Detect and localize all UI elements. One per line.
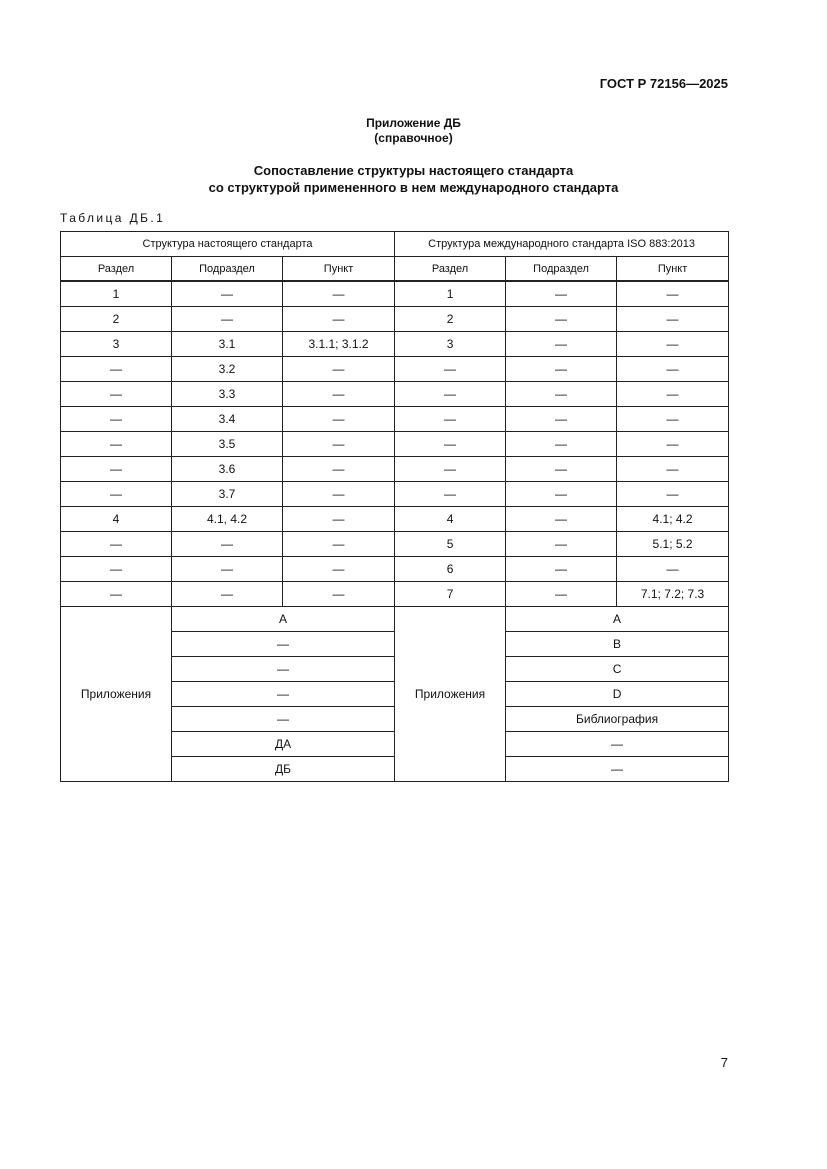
appendix-kind: (справочное) <box>374 131 453 145</box>
column-header: Подраздел <box>172 257 283 281</box>
table-cell: — <box>617 357 729 382</box>
appendix-national: — <box>172 707 395 732</box>
page-number: 7 <box>720 1055 728 1070</box>
table-cell: — <box>506 307 617 332</box>
table-cell: 3.3 <box>172 382 283 407</box>
table-group-header-row <box>61 232 729 257</box>
table-cell: — <box>283 507 395 532</box>
table-cell: — <box>172 557 283 582</box>
table-cell: — <box>61 357 172 382</box>
appendix-national: — <box>172 657 395 682</box>
table-cell: 3.7 <box>172 482 283 507</box>
table-cell: — <box>395 382 506 407</box>
table-cell: — <box>61 482 172 507</box>
table-cell: — <box>617 457 729 482</box>
table-cell: — <box>506 482 617 507</box>
table-cell: — <box>61 407 172 432</box>
table-cell: 1 <box>395 282 506 307</box>
table-cell: — <box>283 382 395 407</box>
table-cell: — <box>283 432 395 457</box>
table-cell: — <box>506 457 617 482</box>
appendices-label-international: Приложения <box>395 607 506 782</box>
table-cell: — <box>172 282 283 307</box>
table-cell: — <box>395 457 506 482</box>
table-cell: — <box>506 582 617 607</box>
table-cell: — <box>506 432 617 457</box>
table-cell: 5.1; 5.2 <box>617 532 729 557</box>
appendix-heading <box>0 116 827 146</box>
column-header: Пункт <box>283 257 395 281</box>
table-row <box>61 507 729 532</box>
table-cell: — <box>617 307 729 332</box>
appendix-international: — <box>506 732 729 757</box>
appendices-label-national: Приложения <box>61 607 172 782</box>
table-cell: — <box>617 432 729 457</box>
appendix-international: В <box>506 632 729 657</box>
table-row <box>61 382 729 407</box>
table-cell: 3.1.1; 3.1.2 <box>283 332 395 357</box>
table-row <box>61 357 729 382</box>
table-cell: — <box>617 282 729 307</box>
table-row <box>61 332 729 357</box>
table-row <box>61 457 729 482</box>
table-cell: — <box>61 382 172 407</box>
table-cell: — <box>506 357 617 382</box>
table-column-header-row <box>61 257 729 281</box>
table-cell: 5 <box>395 532 506 557</box>
table-cell: 1 <box>61 282 172 307</box>
table-cell: 2 <box>395 307 506 332</box>
table-cell: 4 <box>61 507 172 532</box>
column-header: Раздел <box>395 257 506 281</box>
table-cell: 4 <box>395 507 506 532</box>
table-cell: — <box>506 282 617 307</box>
table-caption: Таблица ДБ.1 <box>60 211 166 225</box>
appendix-national: ДБ <box>172 757 395 782</box>
group-header-national: Структура настоящего стандарта <box>61 232 395 257</box>
table-cell: 3.6 <box>172 457 283 482</box>
table-cell: — <box>283 557 395 582</box>
table-cell: — <box>283 357 395 382</box>
table-row <box>61 307 729 332</box>
table-cell: — <box>283 457 395 482</box>
table-cell: 3 <box>395 332 506 357</box>
table-cell: 7.1; 7.2; 7.3 <box>617 582 729 607</box>
table-cell: 3.1 <box>172 332 283 357</box>
column-header: Подраздел <box>506 257 617 281</box>
table-cell: 4.1; 4.2 <box>617 507 729 532</box>
table-cell: — <box>172 532 283 557</box>
table-cell: 3.4 <box>172 407 283 432</box>
table-cell: — <box>506 332 617 357</box>
table-cell: — <box>395 357 506 382</box>
table-cell: — <box>506 532 617 557</box>
table-cell: — <box>172 582 283 607</box>
table-row <box>61 407 729 432</box>
table-cell: — <box>617 482 729 507</box>
table-cell: 4.1, 4.2 <box>172 507 283 532</box>
table-cell: — <box>172 307 283 332</box>
appendix-international: А <box>506 607 729 632</box>
table-cell: — <box>395 482 506 507</box>
table-cell: 3.2 <box>172 357 283 382</box>
table-body <box>61 282 729 607</box>
table-cell: — <box>61 432 172 457</box>
table-cell: — <box>617 382 729 407</box>
appendix-international: Библиография <box>506 707 729 732</box>
table-cell: 2 <box>61 307 172 332</box>
table-cell: — <box>61 457 172 482</box>
table-cell: — <box>506 557 617 582</box>
table-cell: — <box>617 407 729 432</box>
table-cell: 6 <box>395 557 506 582</box>
table-row <box>61 582 729 607</box>
appendices-body <box>61 607 729 782</box>
table-cell: — <box>283 532 395 557</box>
table-cell: — <box>283 307 395 332</box>
document-title <box>0 162 827 196</box>
table-cell: — <box>617 557 729 582</box>
table-row <box>61 482 729 507</box>
table-cell: — <box>61 532 172 557</box>
appendix-international: — <box>506 757 729 782</box>
table-cell: — <box>283 482 395 507</box>
table-cell: — <box>61 582 172 607</box>
appendix-row <box>61 607 729 632</box>
appendix-national: ДА <box>172 732 395 757</box>
table-cell: — <box>506 382 617 407</box>
table-row <box>61 557 729 582</box>
document-title-line-1: Сопоставление структуры настоящего стандарта <box>253 163 574 178</box>
table-cell: — <box>506 407 617 432</box>
table-cell: — <box>283 282 395 307</box>
appendix-international: D <box>506 682 729 707</box>
appendix-title: Приложение ДБ <box>366 116 461 130</box>
column-header: Пункт <box>617 257 729 281</box>
table-row <box>61 282 729 307</box>
column-header: Раздел <box>61 257 172 281</box>
standard-code: ГОСТ Р 72156—2025 <box>599 76 728 91</box>
table-cell: 7 <box>395 582 506 607</box>
document-title-line-2: со структурой примененного в нем международного стандарта <box>208 180 619 195</box>
group-header-international: Структура международного стандарта ISO 883:2013 <box>395 232 729 257</box>
appendix-national: А <box>172 607 395 632</box>
table-cell: 3.5 <box>172 432 283 457</box>
appendix-national: — <box>172 632 395 657</box>
table-cell: 3 <box>61 332 172 357</box>
structure-comparison-table <box>60 231 729 782</box>
table-cell: — <box>506 507 617 532</box>
table-cell: — <box>395 407 506 432</box>
table-cell: — <box>617 332 729 357</box>
appendix-national: — <box>172 682 395 707</box>
table-row <box>61 532 729 557</box>
table-cell: — <box>283 407 395 432</box>
table-cell: — <box>283 582 395 607</box>
appendix-international: С <box>506 657 729 682</box>
table-row <box>61 432 729 457</box>
table-cell: — <box>61 557 172 582</box>
table-cell: — <box>395 432 506 457</box>
